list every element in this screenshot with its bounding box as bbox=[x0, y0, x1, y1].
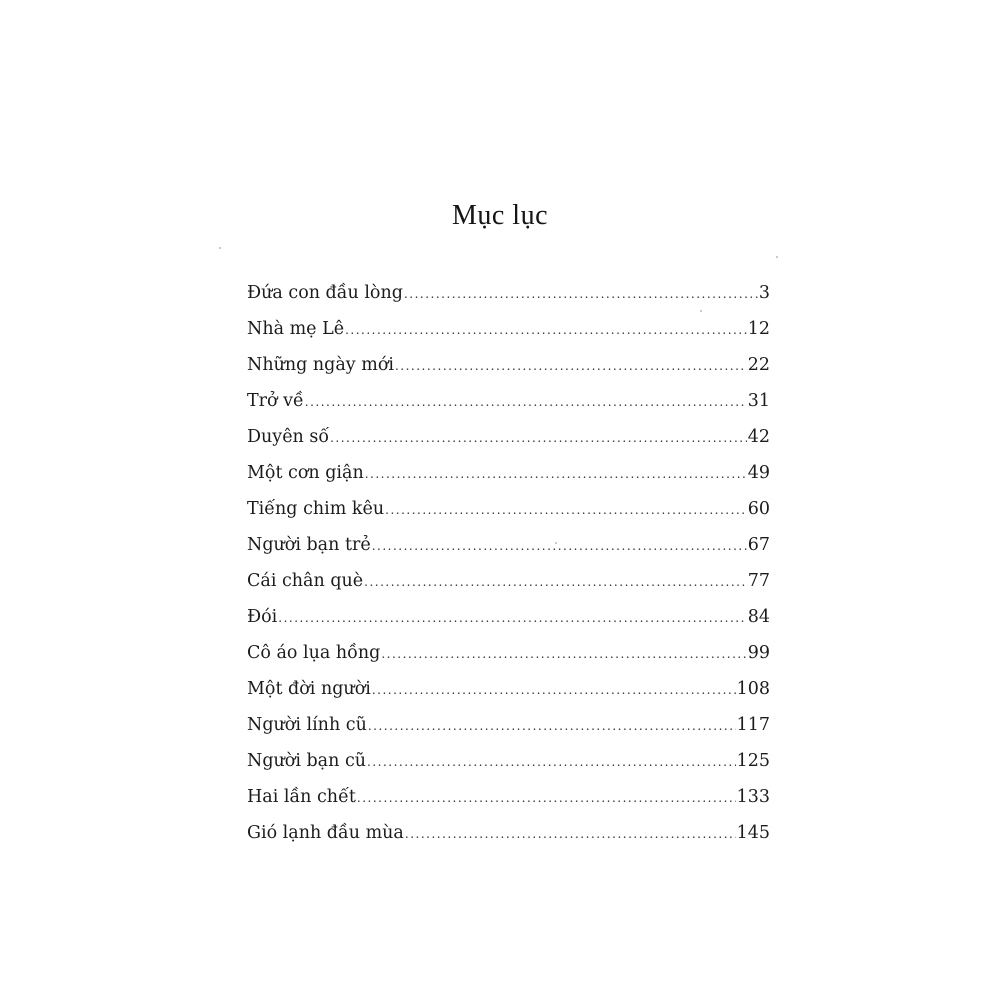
toc-entry-title: Gió lạnh đầu mùa bbox=[247, 823, 404, 843]
toc-entry-page: 125 bbox=[736, 751, 770, 771]
toc-entry-title: Nhà mẹ Lê bbox=[247, 319, 345, 339]
toc-entry-page: 84 bbox=[747, 607, 770, 627]
toc-entry[interactable] bbox=[247, 499, 770, 535]
dot-leader bbox=[404, 287, 758, 301]
toc-entry-title: Trở về bbox=[247, 391, 304, 411]
toc-entry-title: Người lính cũ bbox=[247, 715, 367, 735]
toc-entry-title: Duyên số bbox=[247, 427, 330, 447]
toc-entry-title: Người bạn cũ bbox=[247, 751, 367, 771]
toc-entry-title: Những ngày mới bbox=[247, 355, 394, 375]
toc-entry-title: Hai lần chết bbox=[247, 787, 356, 807]
toc-entry-page: 133 bbox=[736, 787, 770, 807]
toc-entry[interactable] bbox=[247, 823, 770, 859]
toc-entry-title: Một cơn giận bbox=[247, 463, 364, 483]
dot-leader bbox=[364, 575, 747, 589]
dot-leader bbox=[372, 683, 736, 697]
toc-entry-page: 77 bbox=[747, 571, 770, 591]
toc-entry[interactable] bbox=[247, 319, 770, 355]
toc-entry[interactable] bbox=[247, 355, 770, 391]
paper-speck bbox=[776, 256, 778, 258]
paper-speck bbox=[555, 542, 557, 544]
dot-leader bbox=[372, 539, 747, 553]
toc-entry-title: Đói bbox=[247, 607, 278, 627]
toc-entry-page: 22 bbox=[747, 355, 770, 375]
toc-entry-page: 12 bbox=[747, 319, 770, 339]
toc-entry[interactable] bbox=[247, 427, 770, 463]
toc-entry[interactable] bbox=[247, 715, 770, 751]
toc-entry[interactable] bbox=[247, 787, 770, 823]
toc-entry-page: 99 bbox=[747, 643, 770, 663]
dot-leader bbox=[395, 359, 747, 373]
toc-entry[interactable] bbox=[247, 391, 770, 427]
toc-entry-page: 108 bbox=[736, 679, 770, 699]
dot-leader bbox=[385, 503, 747, 517]
paper-speck bbox=[700, 310, 702, 312]
page-title: Mục lục bbox=[451, 200, 549, 231]
toc-entry[interactable] bbox=[247, 463, 770, 499]
dot-leader bbox=[365, 467, 747, 481]
toc-entry-page: 49 bbox=[747, 463, 770, 483]
dot-leader bbox=[345, 323, 747, 337]
dot-leader bbox=[381, 647, 746, 661]
toc-entry-title: Đứa con đầu lòng bbox=[247, 283, 403, 303]
toc-entry[interactable] bbox=[247, 679, 770, 715]
toc-entry-title: Cô áo lụa hồng bbox=[247, 643, 381, 663]
toc-entry-page: 117 bbox=[736, 715, 770, 735]
toc-entry-title: Người bạn trẻ bbox=[247, 535, 371, 555]
toc-entry-title: Một đời người bbox=[247, 679, 371, 699]
toc-entry-page: 42 bbox=[747, 427, 770, 447]
toc-entry[interactable] bbox=[247, 283, 770, 319]
toc-entry-page: 67 bbox=[747, 535, 770, 555]
dot-leader bbox=[305, 395, 747, 409]
toc-entry-page: 145 bbox=[736, 823, 770, 843]
toc-entry[interactable] bbox=[247, 751, 770, 787]
toc-entry-title: Cái chân què bbox=[247, 571, 364, 591]
toc-entry[interactable] bbox=[247, 643, 770, 679]
toc-entry[interactable] bbox=[247, 535, 770, 571]
dot-leader bbox=[330, 431, 747, 445]
toc-entry[interactable] bbox=[247, 607, 770, 643]
dot-leader bbox=[367, 755, 736, 769]
dot-leader bbox=[357, 791, 736, 805]
table-of-contents bbox=[247, 283, 770, 859]
dot-leader bbox=[405, 827, 736, 841]
dot-leader bbox=[368, 719, 736, 733]
toc-entry-title: Tiếng chim kêu bbox=[247, 499, 385, 519]
toc-entry-page: 31 bbox=[747, 391, 770, 411]
toc-entry-page: 60 bbox=[747, 499, 770, 519]
dot-leader bbox=[278, 611, 746, 625]
paper-speck bbox=[219, 247, 221, 249]
toc-entry[interactable] bbox=[247, 571, 770, 607]
toc-entry-page: 3 bbox=[758, 283, 770, 303]
